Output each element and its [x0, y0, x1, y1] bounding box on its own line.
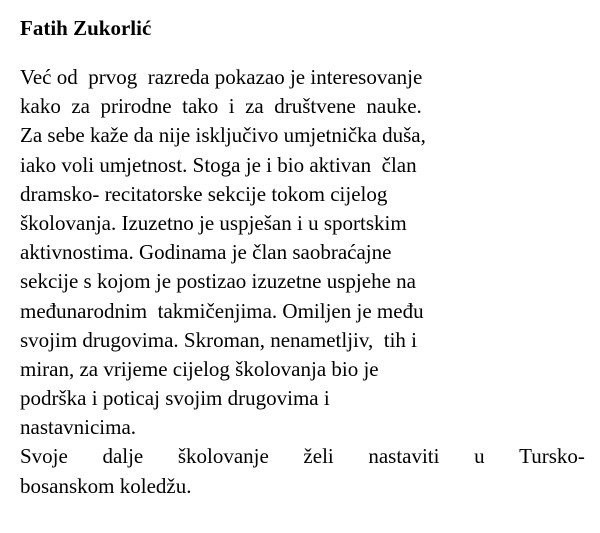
body-line-3: Za sebe kaže da nije isključivo umjetnička duša,	[20, 123, 426, 148]
document-page	[20, 14, 585, 501]
document-body	[20, 63, 585, 501]
body-line-9: međunarodnim takmičenjima. Omiljen je među	[20, 298, 424, 323]
body-line-4: iako voli umjetnost. Stoga je i bio aktivan član	[20, 152, 417, 177]
body-line-14	[20, 442, 585, 471]
body-line-12: podrška i poticaj svojim drugovima i	[20, 386, 330, 411]
body-word: Tursko-	[519, 444, 585, 469]
body-word: želi	[303, 444, 334, 469]
body-line-6: školovanja. Izuzetno je uspješan i u sportskim	[20, 210, 407, 235]
body-word: Svoje	[20, 444, 68, 469]
body-line-8: sekcije s kojom je postizao izuzetne uspjehe na	[20, 269, 416, 294]
document-title: Fatih Zukorlić	[20, 16, 152, 40]
body-word: nastaviti	[368, 444, 440, 469]
body-line-7: aktivnostima. Godinama je član saobraćajne	[20, 240, 392, 265]
body-word: dalje	[102, 444, 144, 469]
body-word: u	[474, 444, 485, 469]
body-line-15: bosanskom koledžu.	[20, 473, 192, 498]
body-line-11: miran, za vrijeme cijelog školovanja bio je	[20, 356, 379, 381]
body-line-1: Već od prvog razreda pokazao je interesovanje	[20, 65, 423, 89]
body-word: školovanje	[177, 444, 269, 469]
body-line-5: dramsko- recitatorske sekcije tokom cijelog	[20, 181, 388, 206]
body-line-13: nastavnicima.	[20, 415, 137, 440]
body-line-10: svojim drugovima. Skroman, nenametljiv, tih i	[20, 327, 418, 352]
body-line-2: kako za prirodne tako i za društvene nauke.	[20, 94, 422, 119]
